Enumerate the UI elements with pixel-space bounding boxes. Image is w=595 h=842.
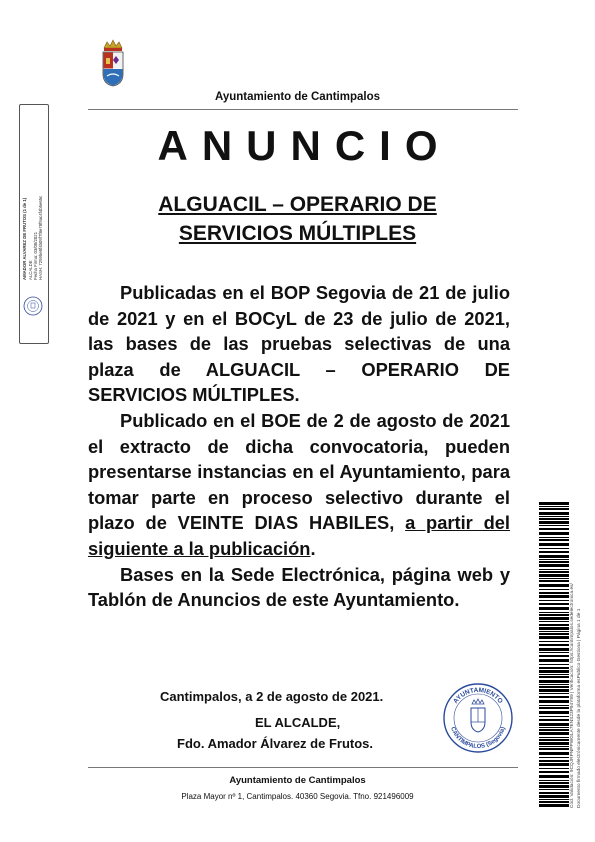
signature-title: EL ALCALDE,	[255, 715, 341, 730]
barcode-bar	[539, 539, 569, 541]
coat-of-arms-icon	[98, 38, 128, 88]
footer-organization: Ayuntamiento de Cantimpalos	[229, 775, 366, 786]
signature-place-date: Cantimpalos, a 2 de agosto de 2021.	[160, 689, 384, 704]
barcode-bar	[539, 555, 569, 558]
signature-name: Fdo. Amador Álvarez de Frutos.	[177, 736, 373, 751]
paragraph-1: Publicadas en el BOP Segovia de 21 de julio de 2021 y en el BOCyL de 23 de julio de 2021, las bases de las pruebas selectivas de una plaza de ALGUACIL – OPERARIO DE SERVICIOS MÚLTIPLES.	[88, 282, 510, 406]
barcode-bar	[539, 508, 569, 510]
barcode-bar	[539, 551, 569, 553]
barcode-bar	[539, 518, 569, 520]
barcode-bar	[539, 785, 569, 788]
barcode-bar	[539, 532, 569, 535]
barcode-bar	[539, 689, 569, 692]
barcode-bar	[539, 584, 569, 587]
barcode-bar	[539, 589, 569, 590]
barcode-bar	[539, 748, 569, 750]
barcode-bar	[539, 676, 569, 678]
barcode-bar	[539, 525, 569, 526]
header-divider	[88, 109, 518, 110]
platform-note-text: Documento firmado electrónicamente desde la plataforma esPublico Gestiona | Página 1 de 1	[577, 608, 582, 808]
barcode-bar	[539, 548, 569, 549]
side-signer-name: AMADOR ALVAREZ DE FRUTOS (1 de 1)	[22, 197, 27, 280]
barcode-bar	[539, 795, 569, 798]
document-title: ANUNCIO	[157, 122, 452, 169]
barcode-bar	[539, 771, 569, 773]
barcode-bar	[539, 574, 569, 577]
side-sign-date: Fecha Firma: 03/08/2021	[33, 231, 38, 280]
barcode-bar	[539, 543, 569, 546]
svg-text:CANTIMPALOS (Segovia)	[449, 726, 507, 750]
document-subtitle	[0, 190, 595, 248]
barcode-bar	[539, 506, 569, 507]
barcode-bar	[539, 723, 569, 726]
barcode-bar	[539, 664, 569, 665]
barcode-bar	[539, 612, 569, 613]
paragraph-2-underlined: a partir del siguiente a la publicación	[88, 512, 511, 559]
footer-divider	[88, 767, 518, 768]
paragraph-3: Bases en la Sede Electrónica, página web y Tablón de Anuncios de este Ayuntamiento.	[88, 563, 510, 611]
barcode-bar	[539, 603, 569, 605]
barcode-bar	[539, 705, 569, 706]
barcode-bar	[539, 652, 569, 653]
official-seal-stamp	[442, 682, 514, 754]
paragraph-2	[88, 408, 510, 562]
barcode-bar	[539, 684, 569, 685]
barcode-bar	[539, 799, 569, 800]
barcode-bar	[539, 792, 569, 794]
barcode-bar	[539, 502, 569, 505]
barcode-bar	[539, 693, 569, 694]
barcode-bar	[539, 633, 569, 635]
barcode-bar	[539, 719, 569, 721]
barcode-bar	[539, 760, 569, 762]
barcode-bar	[539, 804, 569, 807]
side-sign-hash: HASH: 7259be8f4b09f7f8e78f9ac4f4b5e65c	[38, 195, 43, 280]
barcode-bar	[539, 641, 569, 642]
barcode-bar	[539, 780, 569, 781]
barcode-bar	[539, 621, 569, 622]
barcode-bar	[539, 686, 569, 688]
barcode-bar	[539, 674, 569, 675]
barcode-bar	[539, 595, 569, 598]
paragraph-2-text: Publicado en el BOE de 2 de agosto de 2021 el extracto de dicha convocatoria, pueden presentarse instancias en el Ayuntamiento, para tomar parte en proceso selectivo durante el plazo de VEINTE DIAS HABILES,	[88, 409, 510, 534]
barcode-bar	[539, 559, 569, 560]
seal-bottom-text: CANTIMPALOS (Segovia)	[449, 726, 507, 751]
barcode-bar	[539, 789, 569, 790]
barcode-bar	[539, 561, 569, 563]
side-signer-role: ALCALDE	[28, 260, 33, 280]
barcode-bar	[539, 655, 569, 657]
barcode-bar	[539, 732, 569, 735]
validation-barcode	[539, 502, 569, 808]
barcode-bar	[539, 614, 569, 616]
barcode-bar	[539, 707, 569, 709]
barcode-bar	[539, 763, 569, 766]
barcode-bar	[539, 737, 569, 738]
barcode-bar	[539, 752, 569, 755]
barcode-bar	[539, 746, 569, 747]
announcement-body	[88, 280, 510, 613]
validation-code-text: Cód. Validación: 9CQJRPNPPWGLA7ENS23P94Y99 | Verificación: https://cantimpalos.sedelectronica.es/	[570, 583, 575, 808]
barcode-bar	[539, 607, 569, 610]
subtitle-line-1: ALGUACIL – OPERARIO DE	[158, 193, 437, 216]
barcode-bar	[539, 580, 569, 582]
barcode-bar	[539, 716, 569, 717]
seal-top-text: AYUNTAMIENTO	[452, 686, 504, 705]
barcode-bar	[539, 667, 569, 669]
barcode-bar	[539, 670, 569, 673]
paragraph-2-end: .	[310, 537, 316, 559]
barcode-bar	[539, 727, 569, 728]
barcode-bar	[539, 564, 569, 567]
barcode-bar	[539, 528, 569, 530]
barcode-bar	[539, 680, 569, 683]
barcode-bar	[539, 569, 569, 570]
barcode-bar	[539, 571, 569, 573]
barcode-bar	[539, 578, 569, 579]
barcode-bar	[539, 631, 569, 632]
barcode-bar	[539, 659, 569, 662]
small-seal-icon	[23, 296, 43, 316]
barcode-bar	[539, 696, 569, 698]
barcode-bar	[539, 768, 569, 769]
barcode-bar	[539, 757, 569, 758]
barcode-bar	[539, 537, 569, 538]
barcode-bar	[539, 521, 569, 524]
header-organization: Ayuntamiento de Cantimpalos	[214, 91, 381, 103]
barcode-bar	[539, 627, 569, 630]
barcode-bar	[539, 644, 569, 646]
barcode-bar	[539, 782, 569, 784]
barcode-bar	[539, 648, 569, 651]
barcode-bar	[539, 729, 569, 731]
barcode-bar	[539, 516, 569, 517]
footer-address: Plaza Mayor nº 1, Cantimpalos. 40360 Segovia. Tfno. 921496009	[181, 792, 414, 801]
subtitle-line-2: SERVICIOS MÚLTIPLES	[178, 222, 417, 245]
barcode-bar	[539, 739, 569, 741]
barcode-bar	[539, 512, 569, 515]
barcode-bar	[539, 592, 569, 594]
barcode-bar	[539, 711, 569, 714]
barcode-bar	[539, 775, 569, 778]
barcode-bar	[539, 636, 569, 639]
barcode-bar	[539, 624, 569, 626]
barcode-bar	[539, 600, 569, 601]
barcode-bar	[539, 742, 569, 745]
barcode-bar	[539, 801, 569, 803]
barcode-bar	[539, 617, 569, 620]
barcode-bar	[539, 700, 569, 703]
